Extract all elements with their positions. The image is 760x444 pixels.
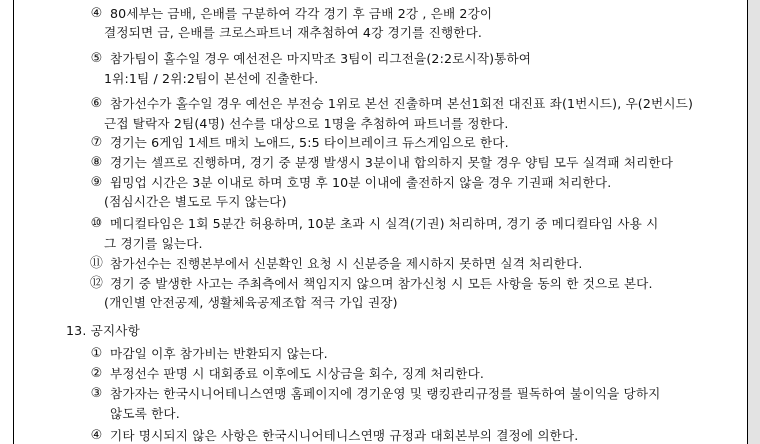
rule-number-marker: ⑩ <box>90 216 103 231</box>
rule-continuation-text: 근접 탈락자 2팀(4명) 선수를 대상으로 1명을 추첨하여 파트너를 정한다. <box>104 116 509 131</box>
rule-line <box>89 155 673 171</box>
rule-text: 참가선수는 진행본부에서 신분확인 요청 시 신분증을 제시하지 못하면 실격 처리한다. <box>110 256 583 271</box>
rule-continuation-text: 결정되면 금, 은배를 크로스파트너 재추첨하여 4강 경기를 진행한다. <box>104 25 483 40</box>
rule-text: 경기는 셀프로 진행하며, 경기 중 분쟁 발생시 3분이내 합의하지 못할 경우 양팀 모두 실격패 처리한다 <box>110 155 674 170</box>
rule-number-marker: ⑪ <box>89 256 104 271</box>
notice-text: 부정선수 판명 시 대회종료 이후에도 시상금을 회수, 징계 처리한다. <box>110 366 485 381</box>
rule-line <box>89 51 531 67</box>
rule-line <box>89 135 509 151</box>
rule-line <box>89 276 653 292</box>
rule-line <box>89 256 583 272</box>
rule-continuation-text: (개인별 안전공제, 생활체육공제조합 적극 가입 권장) <box>104 295 398 310</box>
rule-line <box>89 6 492 22</box>
rule-text: 참가팀이 홀수일 경우 예선전은 마지막조 3팀이 리그전을(2:2로시작)통하여 <box>110 51 532 66</box>
rule-text: 80세부는 금배, 은배를 구분하여 각각 경기 후 금배 2강 , 은배 2강이 <box>110 6 493 21</box>
rule-text: 참가선수가 홀수일 경우 예선은 부전승 1위로 본선 진출하며 본선1회전 대진표 좌(1번시드), 우(2번시드) <box>110 96 694 111</box>
rule-continuation-text: (점심시간은 별도로 두지 않는다) <box>104 194 287 209</box>
notice-line <box>110 406 180 422</box>
notice-number-marker: ① <box>90 346 103 361</box>
rule-number-marker: ⑨ <box>90 175 103 190</box>
rule-line <box>104 236 203 252</box>
rule-number-marker: ⑤ <box>90 51 103 66</box>
rule-continuation-text: 1위:1팀 / 2위:2팀이 본선에 진출한다. <box>104 71 319 86</box>
page-shadow <box>748 0 760 444</box>
rule-text: 경기 중 발생한 사고는 주최측에서 책임지지 않으며 참가신청 시 모든 사항을 동의 한 것으로 본다. <box>110 276 653 291</box>
rule-number-marker: ④ <box>90 6 103 21</box>
notice-line <box>89 346 328 362</box>
notice-line <box>89 428 578 444</box>
rule-line <box>104 25 482 41</box>
page-border-left <box>13 0 14 444</box>
rule-line <box>89 96 693 112</box>
notice-text: 기타 명시되지 않은 사항은 한국시니어테니스연맹 규정과 대회본부의 결정에 의한다. <box>110 428 579 443</box>
section-heading: 13. 공지사항 <box>66 323 140 338</box>
notice-number-marker: ② <box>90 366 103 381</box>
rule-text: 경기는 6게임 1세트 매치 노애드, 5:5 타이브레이크 듀스게임으로 한다. <box>110 135 509 150</box>
rule-line <box>89 175 611 191</box>
rule-line <box>104 295 398 311</box>
rule-continuation-text: 그 경기를 잃는다. <box>104 236 203 251</box>
rule-text: 윔밍업 시간은 3분 이내로 하며 호명 후 10분 이내에 출전하지 않을 경우 기권패 처리한다. <box>110 175 612 190</box>
notice-line <box>89 366 484 382</box>
rule-line <box>104 71 318 87</box>
rule-line <box>104 116 509 132</box>
notice-text: 마감일 이후 참가비는 반환되지 않는다. <box>110 346 328 361</box>
rule-number-marker: ⑥ <box>90 96 103 111</box>
notice-continuation-text: 않도록 한다. <box>110 406 180 421</box>
rule-text: 메디컬타임은 1회 5분간 허용하며, 10분 초과 시 실격(기권) 처리하며, 경기 중 메디컬타임 사용 시 <box>110 216 659 231</box>
notice-number-marker: ④ <box>90 428 103 443</box>
notice-line <box>89 386 660 402</box>
notice-number-marker: ③ <box>90 386 103 401</box>
rule-line <box>104 194 287 210</box>
notice-text: 참가자는 한국시니어테니스연맹 홈페이지에 경기운영 및 랭킹관리규정를 필독하여 불이익을 당하지 <box>110 386 661 401</box>
rule-number-marker: ⑧ <box>90 155 103 170</box>
rule-number-marker: ⑦ <box>90 135 103 150</box>
rule-line <box>89 216 658 232</box>
rule-number-marker: ⑫ <box>89 276 104 291</box>
